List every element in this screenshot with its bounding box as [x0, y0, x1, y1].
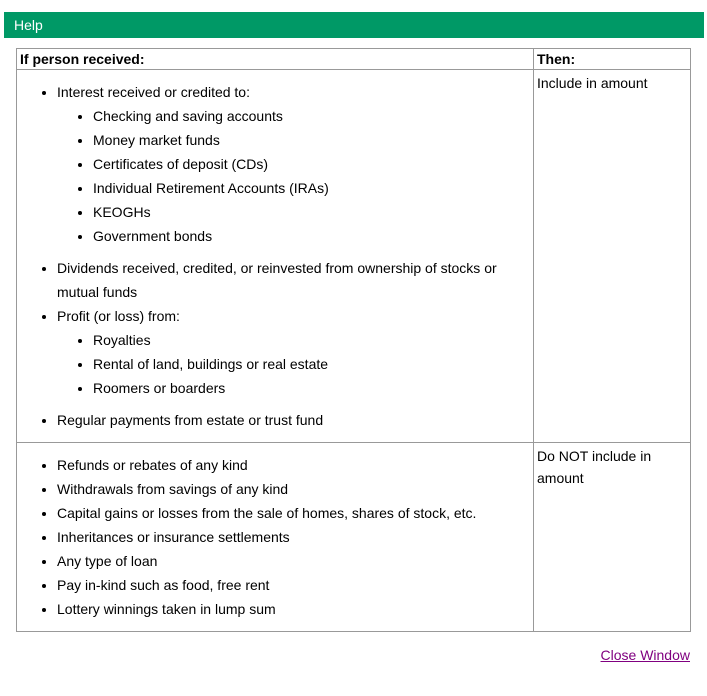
profit-sublist	[57, 328, 530, 400]
list-item-text: Rental of land, buildings or real estate	[93, 356, 329, 372]
do-not-include-cell: Do NOT include in amount	[534, 443, 691, 632]
list-item	[57, 477, 530, 501]
list-item-text: Lottery winnings taken in lump sum	[57, 601, 276, 617]
list-item-text: Withdrawals from savings of any kind	[57, 481, 289, 497]
list-item-text: Capital gains or losses from the sale of homes, shares of stock, etc.	[57, 505, 477, 521]
table-header-row	[17, 49, 691, 70]
close-window-link[interactable]: Close Window	[600, 647, 690, 663]
table-row-exclude	[17, 443, 691, 632]
page-title: Help	[14, 17, 43, 33]
include-conditions-cell	[17, 70, 534, 443]
interest-sublist	[57, 104, 530, 248]
help-table	[16, 48, 691, 632]
list-item	[57, 573, 530, 597]
help-title-bar	[4, 12, 704, 38]
list-item	[57, 408, 530, 432]
list-item	[57, 501, 530, 525]
exclude-conditions-cell	[17, 443, 534, 632]
list-item-text: KEOGHs	[93, 204, 151, 220]
list-item	[57, 304, 530, 400]
list-item	[93, 104, 530, 128]
list-item-text: Checking and saving accounts	[93, 108, 283, 124]
include-in-amount-cell: Include in amount	[534, 70, 691, 443]
list-item	[93, 152, 530, 176]
list-item	[93, 352, 530, 376]
list-item	[57, 525, 530, 549]
list-item-text: Any type of loan	[57, 553, 158, 569]
list-item-text: Royalties	[93, 332, 151, 348]
column-header-if-person-received: If person received:	[17, 49, 534, 70]
list-item-text: Regular payments from estate or trust fund	[57, 412, 324, 428]
table-row-include	[17, 70, 691, 443]
exclude-list	[20, 453, 530, 621]
list-item	[93, 376, 530, 400]
list-item	[57, 597, 530, 621]
list-item	[57, 453, 530, 477]
list-item-text: Roomers or boarders	[93, 380, 226, 396]
include-list	[20, 80, 530, 432]
list-item-text: Interest received or credited to:	[57, 84, 250, 100]
footer	[0, 647, 690, 663]
column-header-then: Then:	[534, 49, 691, 70]
list-item-text: Money market funds	[93, 132, 220, 148]
list-item-text: Individual Retirement Accounts (IRAs)	[93, 180, 329, 196]
list-item-text: Certificates of deposit (CDs)	[93, 156, 269, 172]
list-item-text: Refunds or rebates of any kind	[57, 457, 248, 473]
list-item	[57, 549, 530, 573]
list-item-text: Government bonds	[93, 228, 213, 244]
list-item	[93, 176, 530, 200]
list-item	[93, 128, 530, 152]
list-item	[93, 200, 530, 224]
list-item-text: Profit (or loss) from:	[57, 308, 180, 324]
list-item	[57, 256, 530, 304]
list-item	[57, 80, 530, 248]
list-item	[93, 328, 530, 352]
list-item	[93, 224, 530, 248]
list-item-text: Pay in-kind such as food, free rent	[57, 577, 270, 593]
list-item-text: Dividends received, credited, or reinvested from ownership of stocks or mutual funds	[57, 260, 497, 300]
list-item-text: Inheritances or insurance settlements	[57, 529, 290, 545]
